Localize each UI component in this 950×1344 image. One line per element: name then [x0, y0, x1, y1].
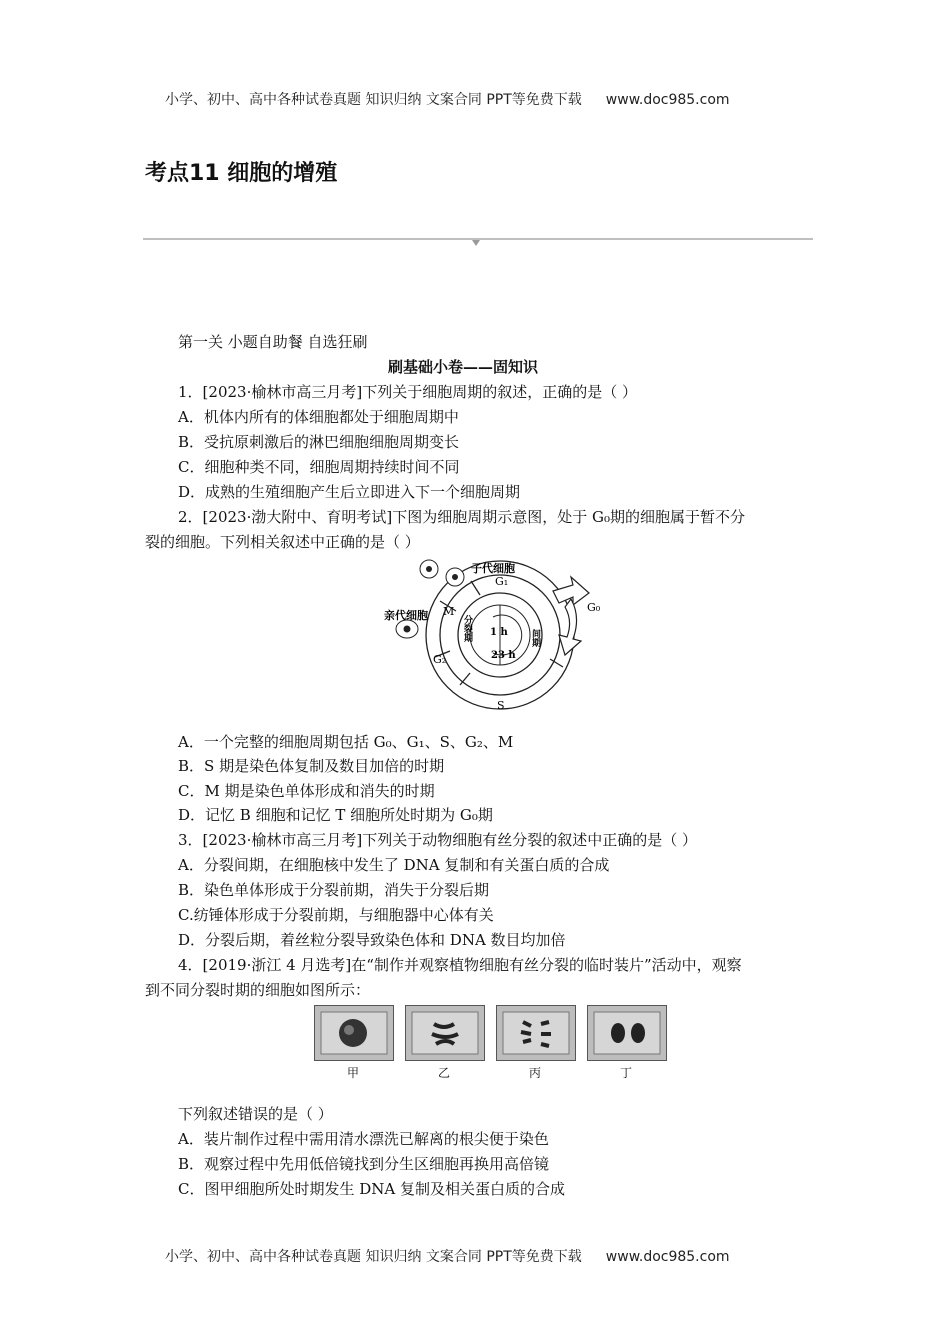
label-23h: 23 h [491, 650, 516, 661]
q2-option-a: A．一个完整的细胞周期包括 G₀、G₁、S、G₂、M [178, 733, 514, 751]
q3-option-c: C.纺锤体形成于分裂前期，与细胞器中心体有关 [178, 906, 494, 924]
q4-stem-line1: 4．[2019·浙江 4 月选考]在“制作并观察植物细胞有丝分裂的临时装片”活动中，观察 [178, 956, 742, 974]
micrograph-jia [314, 1005, 394, 1061]
q3-option-a: A．分裂间期，在细胞核中发生了 DNA 复制和有关蛋白质的合成 [178, 856, 610, 874]
page-footer [165, 1246, 730, 1266]
subsection-heading: 刷基础小卷——固知识 [388, 358, 539, 376]
header-site[interactable]: www.doc985.com [605, 92, 730, 108]
label-inter: 间期 [530, 629, 540, 647]
q1-option-a: A．机体内所有的体细胞都处于细胞周期中 [178, 408, 459, 426]
micrograph-bing [496, 1005, 576, 1061]
q1-option-d: D．成熟的生殖细胞产生后立即进入下一个细胞周期 [178, 483, 521, 501]
label-daughter: 子代细胞 [471, 562, 515, 575]
label-g1: G₁ [495, 575, 509, 588]
label-split-vertical: 分裂期 [462, 615, 472, 642]
q1-option-b: B．受抗原刺激后的淋巴细胞细胞周期变长 [178, 433, 460, 451]
cell-cycle-diagram [375, 555, 615, 715]
q4-option-c: C．图甲细胞所处时期发生 DNA 复制及相关蛋白质的合成 [178, 1180, 565, 1198]
label-g2: G₂ [433, 653, 447, 666]
return-arrow-icon [559, 599, 581, 655]
q4-stem-line2: 到不同分裂时期的细胞如图所示： [145, 981, 371, 999]
page-title: 考点11 细胞的增殖 [145, 161, 338, 186]
q3-stem: 3．[2023·榆林市高三月考]下列关于动物细胞有丝分裂的叙述中正确的是（ ） [178, 831, 697, 849]
section-heading: 第一关 小题自助餐 自选狂刷 [178, 333, 368, 351]
q4-lead: 下列叙述错误的是（ ） [178, 1105, 333, 1123]
label-g0: G₀ [587, 601, 601, 614]
q2-option-c: C．M 期是染色单体形成和消失的时期 [178, 782, 435, 800]
page-header [165, 89, 730, 109]
q2-option-b: B．S 期是染色体复制及数目加倍的时期 [178, 757, 445, 775]
footer-text: 小学、初中、高中各种试卷真题 知识归纳 文案合同 PPT等免费下载 [165, 1249, 582, 1265]
label-s: S [497, 699, 505, 712]
header-text: 小学、初中、高中各种试卷真题 知识归纳 文案合同 PPT等免费下载 [165, 92, 582, 108]
q4-option-a: A．装片制作过程中需用清水漂洗已解离的根尖便于染色 [178, 1130, 549, 1148]
q2-stem-line2: 裂的细胞。下列相关叙述中正确的是（ ） [145, 533, 420, 551]
parent-cell [404, 626, 411, 633]
label-yi: 乙 [437, 1066, 450, 1080]
q4-option-b: B．观察过程中先用低倍镜找到分生区细胞再换用高倍镜 [178, 1155, 550, 1173]
divider-arrow-icon [472, 240, 480, 246]
footer-site[interactable]: www.doc985.com [605, 1249, 730, 1265]
q1-option-c: C．细胞种类不同，细胞周期持续时间不同 [178, 458, 460, 476]
micrograph-yi [405, 1005, 485, 1061]
micrograph-ding [587, 1005, 667, 1061]
q2-option-d: D．记忆 B 细胞和记忆 T 细胞所处时期为 G₀期 [178, 806, 493, 824]
label-bing: 丙 [528, 1066, 541, 1080]
label-1h: 1 h [490, 627, 508, 638]
label-ding: 丁 [619, 1066, 632, 1080]
label-parent: 亲代细胞 [384, 609, 428, 622]
daughter-cell-1 [426, 566, 432, 572]
daughter-cell-2 [452, 574, 458, 580]
q3-option-b: B．染色单体形成于分裂前期，消失于分裂后期 [178, 881, 490, 899]
q2-stem-line1: 2．[2023·渤大附中、育明考试]下图为细胞周期示意图，处于 G₀期的细胞属于暂不分 [178, 508, 745, 526]
q3-option-d: D．分裂后期，着丝粒分裂导致染色体和 DNA 数目均加倍 [178, 931, 566, 949]
label-m: M [443, 605, 455, 618]
q1-stem: 1．[2023·榆林市高三月考]下列关于细胞周期的叙述，正确的是（ ） [178, 383, 637, 401]
label-jia: 甲 [346, 1066, 359, 1080]
